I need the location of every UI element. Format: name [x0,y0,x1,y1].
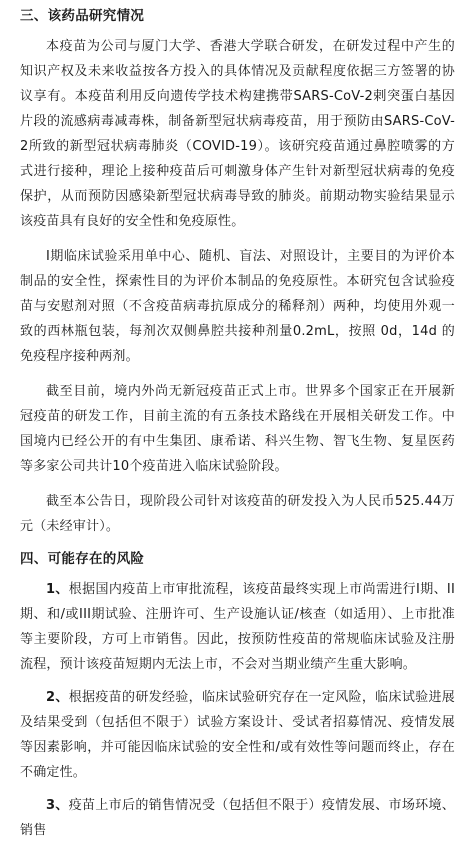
risk-item-2 [20,685,455,785]
risk-item-text: 根据疫苗的研发经验，临床试验研究存在一定风险，临床试验进展及结果受到（包括但不限于）试验方案设计、受试者招募情况、疫情发展等因素影响，并可能因临床试验的安全性和/或有效性等问题而终止，存在不确定性。 [20,690,455,780]
risk-item-number: 1、 [46,582,69,597]
risk-item-number: 3、 [46,798,69,813]
section-heading-risks: 四、可能存在的风险 [20,551,145,567]
risk-item-3 [20,793,455,838]
risk-item-1 [20,577,455,677]
risk-item-text: 根据国内疫苗上市审批流程，该疫苗最终实现上市尚需进行I期、II期、和/或III期试验、注册许可、生产设施认证/核查（如适用）、上市批准等主要阶段，方可上市销售。因此，按预防性疫苗的常规临床试验及注册流程，预计该疫苗短期内无法上市，不会对当期业绩产生重大影响。 [20,582,455,672]
risk-item-number: 2、 [46,690,69,705]
paragraph-market-status: 截至目前，境内外尚无新冠疫苗正式上市。世界多个国家正在开展新冠疫苗的研发工作，目前主流的有五条技术路线在开展相关研发工作。中国境内已经公开的有中生集团、康希诺、科兴生物、智飞生物、复星医药等多家公司共计10个疫苗进入临床试验阶段。 [20,384,455,474]
section-heading-research: 三、该药品研究情况 [20,8,145,24]
paragraph-phase1-trial: I期临床试验采用单中心、随机、盲法、对照设计，主要目的为评价本制品的安全性，探索性目的为评价本制品的免疫原性。本研究包含试验疫苗与安慰剂对照（不含疫苗病毒抗原成分的稀释剂）两种，均使用外观一致的西林瓶包装，每剂次双侧鼻腔共接种剂量0.2mL，按照 0d，14d 的免疫程序接种两剂。 [20,249,455,364]
paragraph-development: 本疫苗为公司与厦门大学、香港大学联合研发，在研发过程中产生的知识产权及未来收益按各方投入的具体情况及贡献程度依据三方签署的协议享有。本疫苗利用反向遗传学技术构建携带SARS-CoV-2剌突蛋白基因片段的流感病毒减毒株，制备新型冠状病毒疫苗，用于预防由SARS-CoV-2所致的新型冠状病毒肺炎（COVID-19）。该研究疫苗通过鼻腔喷雾的方式进行接种，理论上接种疫苗后可刺激身体产生针对新型冠状病毒的免疫保护，从而预防因感染新型冠状病毒导致的肺炎。前期动物实验结果显示该疫苗具有良好的安全性和免疫原性。 [20,39,455,229]
risk-item-text: 疫苗上市后的销售情况受（包括但不限于）疫情发展、市场环境、销售 [20,798,455,838]
paragraph-investment: 截至本公告日，现阶段公司针对该疫苗的研发投入为人民币525.44万元（未经审计）。 [20,494,455,534]
